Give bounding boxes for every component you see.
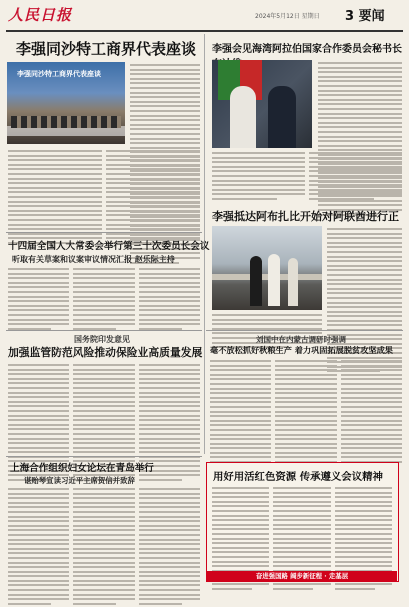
article-kicker-6: 刘国中在内蒙古调研时强调 xyxy=(256,335,346,344)
issue-date: 2024年5月12日 星期日 xyxy=(255,13,320,20)
article-body-7 xyxy=(8,488,200,607)
article-body-4 xyxy=(8,268,200,332)
rule-a5 xyxy=(6,330,202,331)
photo-banner: 李强同沙特工商界代表座谈 xyxy=(17,70,101,78)
article-title-8: 用好用活红色资源 传承遵义会议精神 xyxy=(213,471,383,483)
article-title-3: 李强抵达阿布扎比开始对阿联酋进行正 xyxy=(212,210,399,223)
article-photo-2 xyxy=(212,60,312,148)
rule-a4 xyxy=(6,232,202,233)
featured-article-box xyxy=(206,462,399,582)
rule-a6 xyxy=(206,330,403,331)
column-banner: 奋进强国路 阔步新征程 · 走基层 xyxy=(207,571,397,581)
article-subtitle-7: 谌贻琴宣读习近平主席贺信并致辞 xyxy=(24,476,135,485)
article-title-4: 十四届全国人大常委会举行第三十次委员长会议 xyxy=(8,241,210,252)
article-title-6: 毫不放松抓好秋粮生产 着力巩固拓展脱贫攻坚成果 xyxy=(210,345,393,355)
masthead xyxy=(0,0,409,30)
article-title-2: 李强会见海湾阿拉伯国家合作委员会秘书长 xyxy=(212,44,402,55)
article-subtitle-4: 听取有关草案和议案审议情况汇报 赵乐际主持 xyxy=(12,254,175,264)
article-body-2b xyxy=(212,152,402,203)
newspaper-logo: 人民日报 xyxy=(8,6,73,24)
article-title-1: 李强同沙特工商界代表座谈 xyxy=(16,40,197,58)
article-title-7: 上海合作组织妇女论坛在青岛举行 xyxy=(10,463,154,474)
article-kicker-5: 国务院印发意见 xyxy=(74,334,130,344)
page-label: 3 要闻 xyxy=(345,9,385,24)
article-photo-3 xyxy=(212,226,322,310)
article-title-5: 加强监管防范风险推动保险业高质量发展 xyxy=(8,346,203,359)
masthead-rule xyxy=(6,30,403,32)
article-photo-1 xyxy=(7,62,125,144)
article-body-6 xyxy=(210,360,402,470)
rule-a7 xyxy=(6,456,202,457)
